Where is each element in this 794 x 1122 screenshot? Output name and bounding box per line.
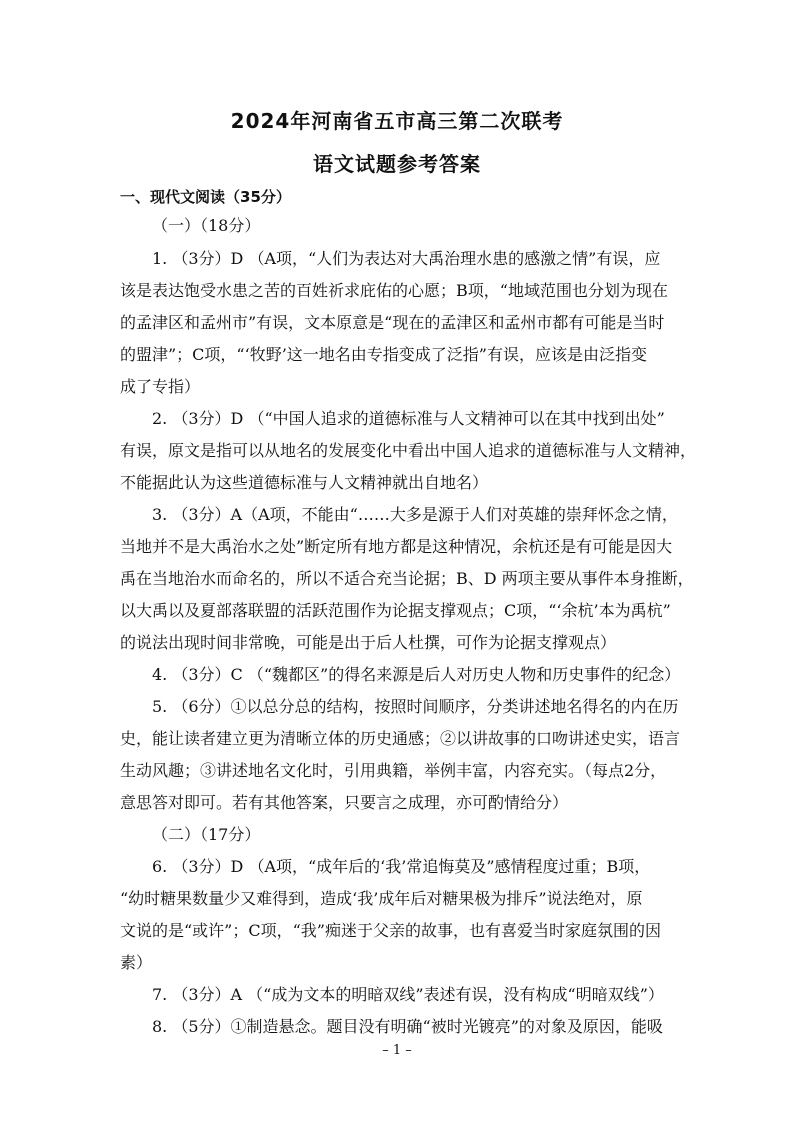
answer-line: 4. （3分）C （“魏都区”的得名来源是后人对历史人物和历史事件的纪念）	[152, 665, 681, 684]
answer-line: 3. （3分）A（A项，不能由“……大多是源于人们对英雄的崇拜怀念之情，	[152, 505, 678, 524]
subsection-heading-two: （二）（17分）	[152, 825, 261, 844]
answer-line: 素）	[120, 953, 153, 972]
answer-line: 7. （3分）A （“成为文本的明暗双线”表述有误，没有构成“明暗双线”）	[152, 985, 664, 1004]
answer-line: 当地并不是大禹治水之处”断定所有地方都是这种情况，余杭还是有可能是因大	[120, 537, 673, 556]
answer-line: “幼时糖果数量少又难得到，造成‘我’成年后对糖果极为排斥”说法绝对，原	[120, 889, 643, 908]
answer-line: 5. （6分）①以总分总的结构，按照时间顺序，分类讲述地名得名的内在历	[152, 697, 679, 716]
document-title: 2024年河南省五市高三第二次联考	[230, 109, 564, 133]
answer-line: 有误，原文是指可以从地名的发展变化中看出中国人追求的道德标准与人文精神，	[120, 441, 697, 460]
answer-line: 的孟津区和孟州市”有误，文本原意是“现在的孟津区和孟州市都有可能是当时	[120, 313, 665, 332]
answer-line: 以大禹以及夏部落联盟的活跃范围作为论据支撑观点；C项，“‘余杭’本为禹杭”	[120, 601, 671, 620]
section-heading-modern-reading: 一、现代文阅读（35分）	[120, 188, 291, 206]
answer-line: 生动风趣；③讲述地名文化时，引用典籍，举例丰富，内容充实。（每点2分，	[120, 761, 667, 780]
answer-line: 8. （5分）①制造悬念。题目没有明确“被时光镀亮”的对象及原因，能吸	[152, 1017, 663, 1036]
answer-line: 禹在当地治水而命名的，所以不适合充当论据；B、D 两项主要从事件本身推断，	[120, 569, 694, 588]
page-number: – 1 –	[382, 1043, 412, 1058]
answer-line: 该是表达饱受水患之苦的百姓祈求庇佑的心愿；B项，“地域范围也分划为现在	[120, 281, 668, 300]
answer-line: 的说法出现时间非常晚，可能是出于后人杜撰，可作为论据支撑观点）	[120, 633, 617, 652]
answer-line: 文说的是“或许”；C项，“我”痴迷于父亲的故事，也有喜爱当时家庭氛围的因	[120, 921, 661, 940]
answer-line: 不能据此认为这些道德标准与人文精神就出自地名）	[120, 473, 489, 492]
answer-line: 史，能让读者建立更为清晰立体的历史通感；②以讲故事的口吻讲述史实，语言	[120, 729, 681, 748]
answer-line: 1. （3分）D （A项，“人们为表达对大禹治理水患的感激之情”有误，应	[152, 249, 661, 268]
document-subtitle: 语文试题参考答案	[313, 152, 481, 176]
answer-line: 意思答对即可。若有其他答案，只要言之成理，亦可酌情给分）	[120, 793, 569, 812]
answer-line: 成了专指）	[120, 377, 201, 396]
answer-line: 6. （3分）D （A项，“成年后的‘我’常追悔莫及”感情程度过重；B项，	[152, 857, 651, 876]
answer-line: 的盟津”；C项，“‘牧野’这一地名由专指变成了泛指”有误，应该是由泛指变	[120, 345, 647, 364]
subsection-heading-one: （一）（18分）	[152, 216, 261, 235]
answer-line: 2. （3分）D （“中国人追求的道德标准与人文精神可以在其中找到出处”	[152, 409, 665, 428]
